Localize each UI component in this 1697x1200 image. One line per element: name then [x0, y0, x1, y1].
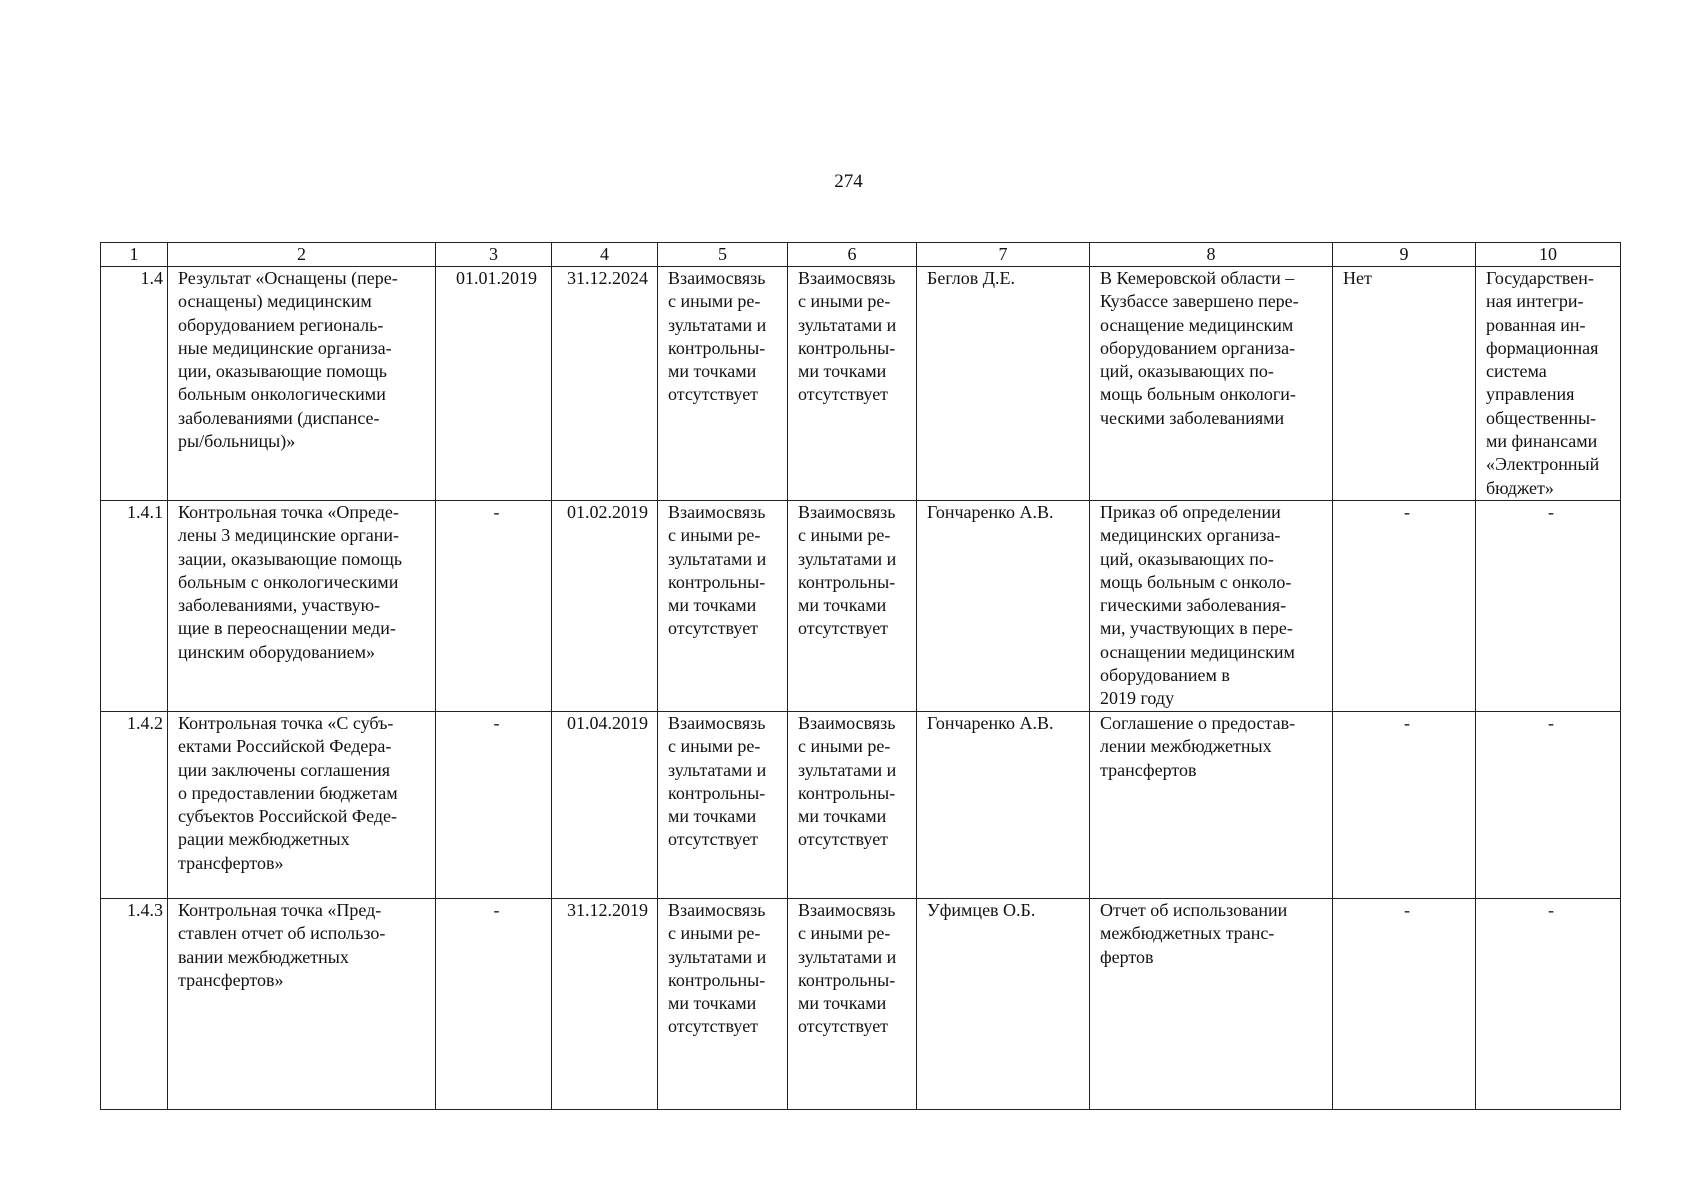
row-responsible: Гончаренко А.В.	[917, 500, 1090, 711]
row-start-date: -	[436, 898, 552, 1109]
column-header: 4	[552, 243, 658, 267]
row-link-previous: Взаимосвязь с иными ре- зультатами и контрольны- ми точками отсутствует	[658, 500, 788, 711]
row-result: В Кемеровской области – Кузбассе завершено пере- оснащение медицинским оборудованием организа- ций, оказывающих по- мощь больным онкологи- ческими заболеваниями	[1090, 267, 1333, 501]
column-header: 6	[788, 243, 917, 267]
row-col10: -	[1476, 711, 1621, 898]
table-row	[101, 267, 1621, 501]
row-col10: -	[1476, 898, 1621, 1109]
row-start-date: 01.01.2019	[436, 267, 552, 501]
row-end-date: 01.02.2019	[552, 500, 658, 711]
row-result: Приказ об определении медицинских организа- ций, оказывающих по- мощь больным с онколо- гическими заболевания- ми, участвующих в пере- оснащении медицинским оборудованием в 2019 году	[1090, 500, 1333, 711]
row-responsible: Беглов Д.Е.	[917, 267, 1090, 501]
row-name: Результат «Оснащены (пере- оснащены) медицинским оборудованием региональ- ные медицинские организа- ции, оказывающие помощь больным онкологическими заболеваниями (диспансе- ры/больницы)»	[168, 267, 436, 501]
row-col9: -	[1333, 898, 1476, 1109]
row-result: Отчет об использовании межбюджетных транс- фертов	[1090, 898, 1333, 1109]
row-col10: -	[1476, 500, 1621, 711]
table-row	[101, 711, 1621, 898]
row-link-previous: Взаимосвязь с иными ре- зультатами и контрольны- ми точками отсутствует	[658, 267, 788, 501]
row-responsible: Уфимцев О.Б.	[917, 898, 1090, 1109]
row-responsible: Гончаренко А.В.	[917, 711, 1090, 898]
row-col9: Нет	[1333, 267, 1476, 501]
table-row	[101, 500, 1621, 711]
column-header: 10	[1476, 243, 1621, 267]
row-col10: Государствен- ная интегри- рованная ин- формационная система управления общественны- ми финансами «Электронный бюджет»	[1476, 267, 1621, 501]
column-header: 3	[436, 243, 552, 267]
column-header: 9	[1333, 243, 1476, 267]
column-header: 8	[1090, 243, 1333, 267]
row-result: Соглашение о предостав- лении межбюджетных трансфертов	[1090, 711, 1333, 898]
row-number: 1.4.3	[101, 898, 168, 1109]
row-name: Контрольная точка «Пред- ставлен отчет об использо- вании межбюджетных трансфертов»	[168, 898, 436, 1109]
row-number: 1.4.1	[101, 500, 168, 711]
column-header: 7	[917, 243, 1090, 267]
row-end-date: 31.12.2024	[552, 267, 658, 501]
row-link-next: Взаимосвязь с иными ре- зультатами и контрольны- ми точками отсутствует	[788, 898, 917, 1109]
row-col9: -	[1333, 500, 1476, 711]
row-name: Контрольная точка «Опреде- лены 3 медицинские органи- зации, оказывающие помощь больным с онкологическими заболеваниями, участвую- щие в переоснащении меди- цинским оборудованием»	[168, 500, 436, 711]
row-start-date: -	[436, 711, 552, 898]
column-header: 5	[658, 243, 788, 267]
row-number: 1.4.2	[101, 711, 168, 898]
row-name: Контрольная точка «С субъ- ектами Российской Федера- ции заключены соглашения о предоставлении бюджетам субъектов Российской Феде- рации межбюджетных трансфертов»	[168, 711, 436, 898]
row-start-date: -	[436, 500, 552, 711]
column-header: 2	[168, 243, 436, 267]
row-end-date: 31.12.2019	[552, 898, 658, 1109]
page-number: 274	[834, 171, 863, 192]
row-link-previous: Взаимосвязь с иными ре- зультатами и контрольны- ми точками отсутствует	[658, 898, 788, 1109]
row-link-previous: Взаимосвязь с иными ре- зультатами и контрольны- ми точками отсутствует	[658, 711, 788, 898]
row-end-date: 01.04.2019	[552, 711, 658, 898]
row-link-next: Взаимосвязь с иными ре- зультатами и контрольны- ми точками отсутствует	[788, 267, 917, 501]
column-header: 1	[101, 243, 168, 267]
table-row	[101, 898, 1621, 1109]
row-col9: -	[1333, 711, 1476, 898]
schedule-table	[100, 242, 1621, 1110]
table-header-row	[101, 243, 1621, 267]
row-number: 1.4	[101, 267, 168, 501]
row-link-next: Взаимосвязь с иными ре- зультатами и контрольны- ми точками отсутствует	[788, 711, 917, 898]
row-link-next: Взаимосвязь с иными ре- зультатами и контрольны- ми точками отсутствует	[788, 500, 917, 711]
